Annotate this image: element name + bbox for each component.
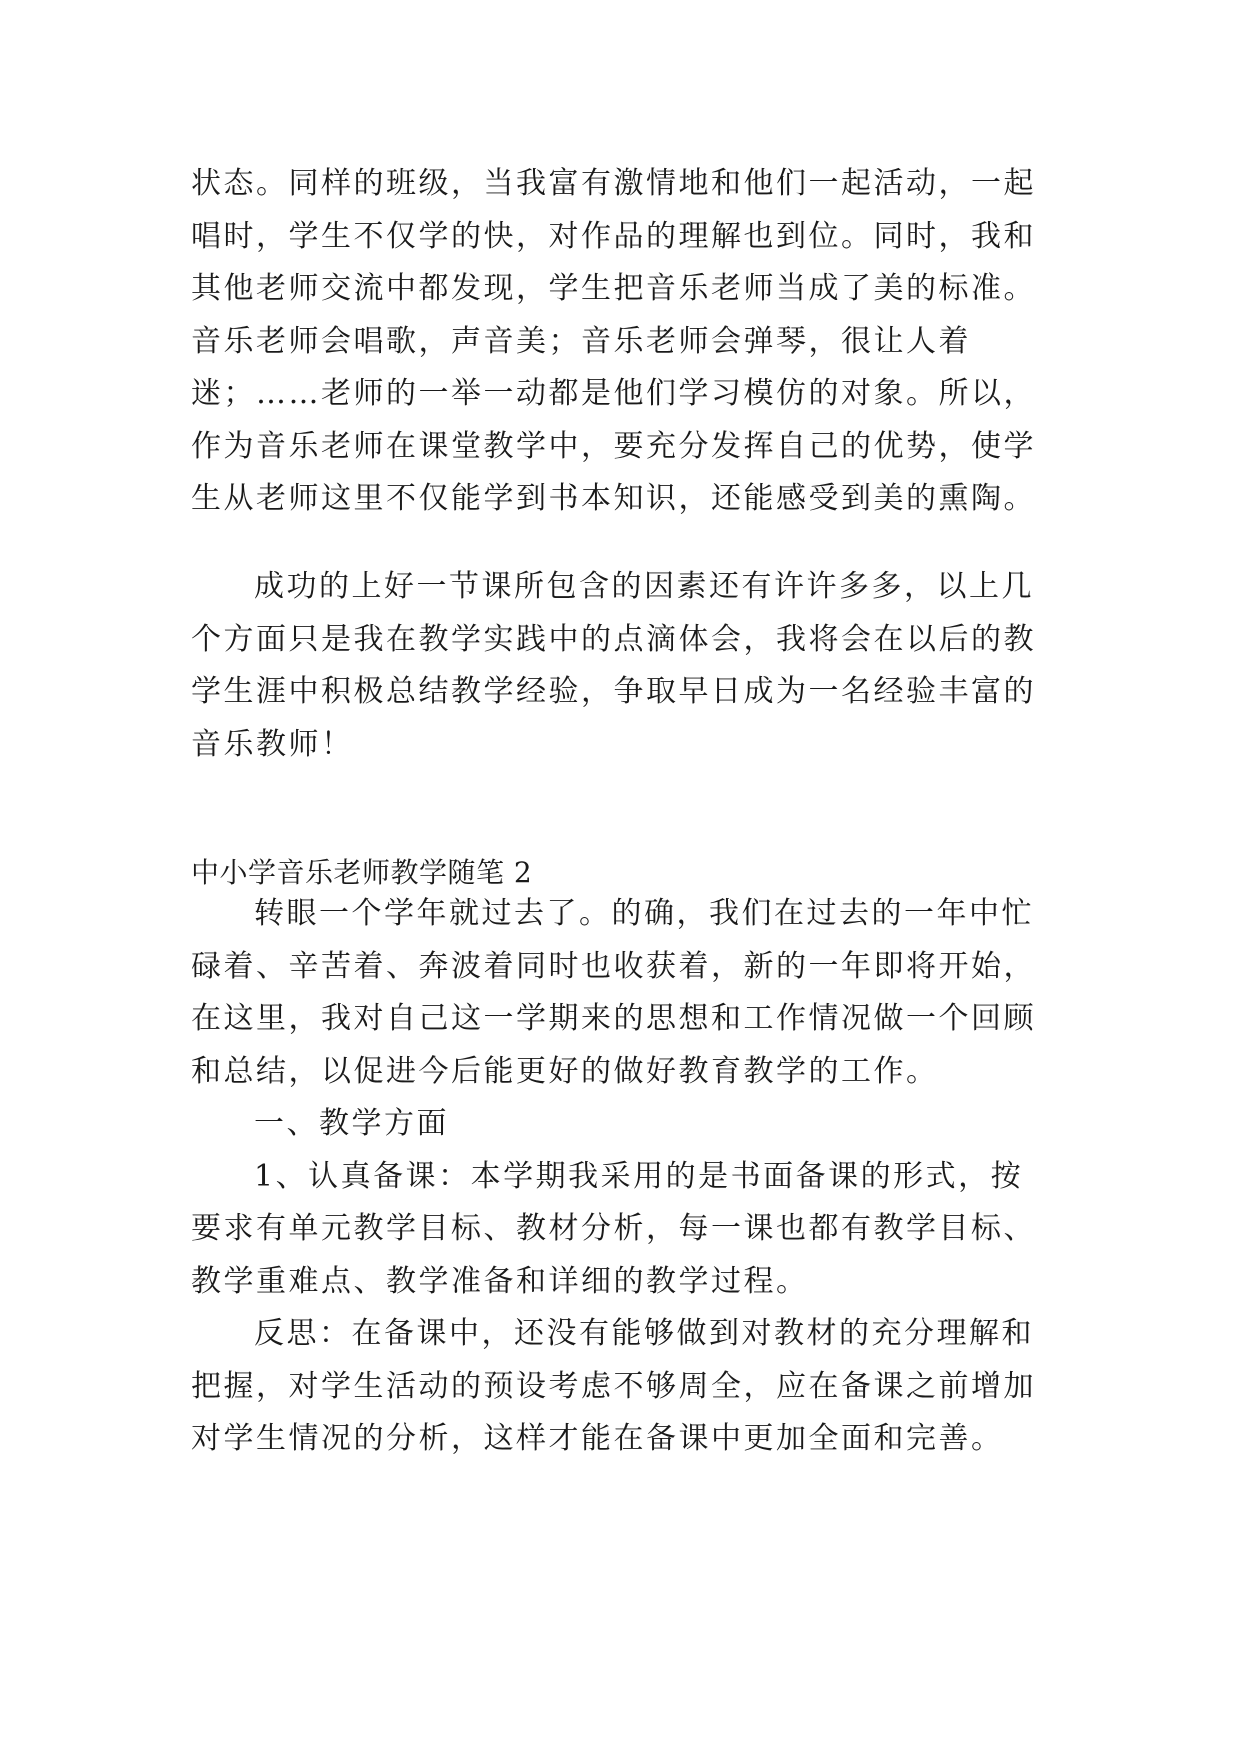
text-line: 1、认真备课：本学期我采用的是书面备课的形式，按 [254, 1158, 1024, 1194]
section-title: 中小学音乐老师教学随笔 2 [191, 856, 533, 889]
text-line: 作为音乐老师在课堂教学中，要充分发挥自己的优势，使学 [191, 428, 1036, 464]
text-line: 碌着、辛苦着、奔波着同时也收获着，新的一年即将开始， [191, 948, 1036, 984]
text-line: 唱时，学生不仅学的快，对作品的理解也到位。同时，我和 [191, 218, 1036, 254]
text-line: 转眼一个学年就过去了。的确，我们在过去的一年中忙 [254, 896, 1034, 931]
text-line: 要求有单元教学目标、教材分析，每一课也都有教学目标、 [191, 1211, 1036, 1246]
text-line: 把握，对学生活动的预设考虑不够周全，应在备课之前增加 [191, 1368, 1036, 1404]
text-line: 音乐教师！ [191, 726, 354, 762]
essay-body [191, 888, 1061, 1466]
text-line: 教学重难点、教学准备和详细的教学过程。 [191, 1263, 809, 1299]
subheading: 一、教学方面 [254, 1106, 449, 1141]
text-line: 个方面只是我在教学实践中的点滴体会，我将会在以后的教 [191, 621, 1036, 657]
text-line: 迷；……老师的一举一动都是他们学习模仿的对象。所以， [191, 376, 1036, 411]
text-line: 音乐老师会唱歌，声音美；音乐老师会弹琴，很让人着 [191, 323, 971, 359]
text-line: 和总结，以促进今后能更好的做好教育教学的工作。 [191, 1053, 939, 1089]
text-line: 反思：在备课中，还没有能够做到对教材的充分理解和 [254, 1316, 1034, 1351]
text-line: 成功的上好一节课所包含的因素还有许许多多，以上几 [254, 569, 1034, 604]
text-line: 状态。同样的班级，当我富有激情地和他们一起活动，一起 [191, 166, 1036, 201]
text-line: 对学生情况的分析，这样才能在备课中更加全面和完善。 [191, 1421, 1004, 1456]
text-line: 在这里，我对自己这一学期来的思想和工作情况做一个回顾 [191, 1001, 1036, 1036]
text-line: 生从老师这里不仅能学到书本知识，还能感受到美的熏陶。 [191, 481, 1036, 516]
paragraph-conclusion [191, 561, 1061, 771]
text-line: 学生涯中积极总结教学经验，争取早日成为一名经验丰富的 [191, 674, 1036, 709]
text-line: 其他老师交流中都发现，学生把音乐老师当成了美的标准。 [191, 271, 1036, 306]
paragraph-continued [191, 158, 1061, 526]
